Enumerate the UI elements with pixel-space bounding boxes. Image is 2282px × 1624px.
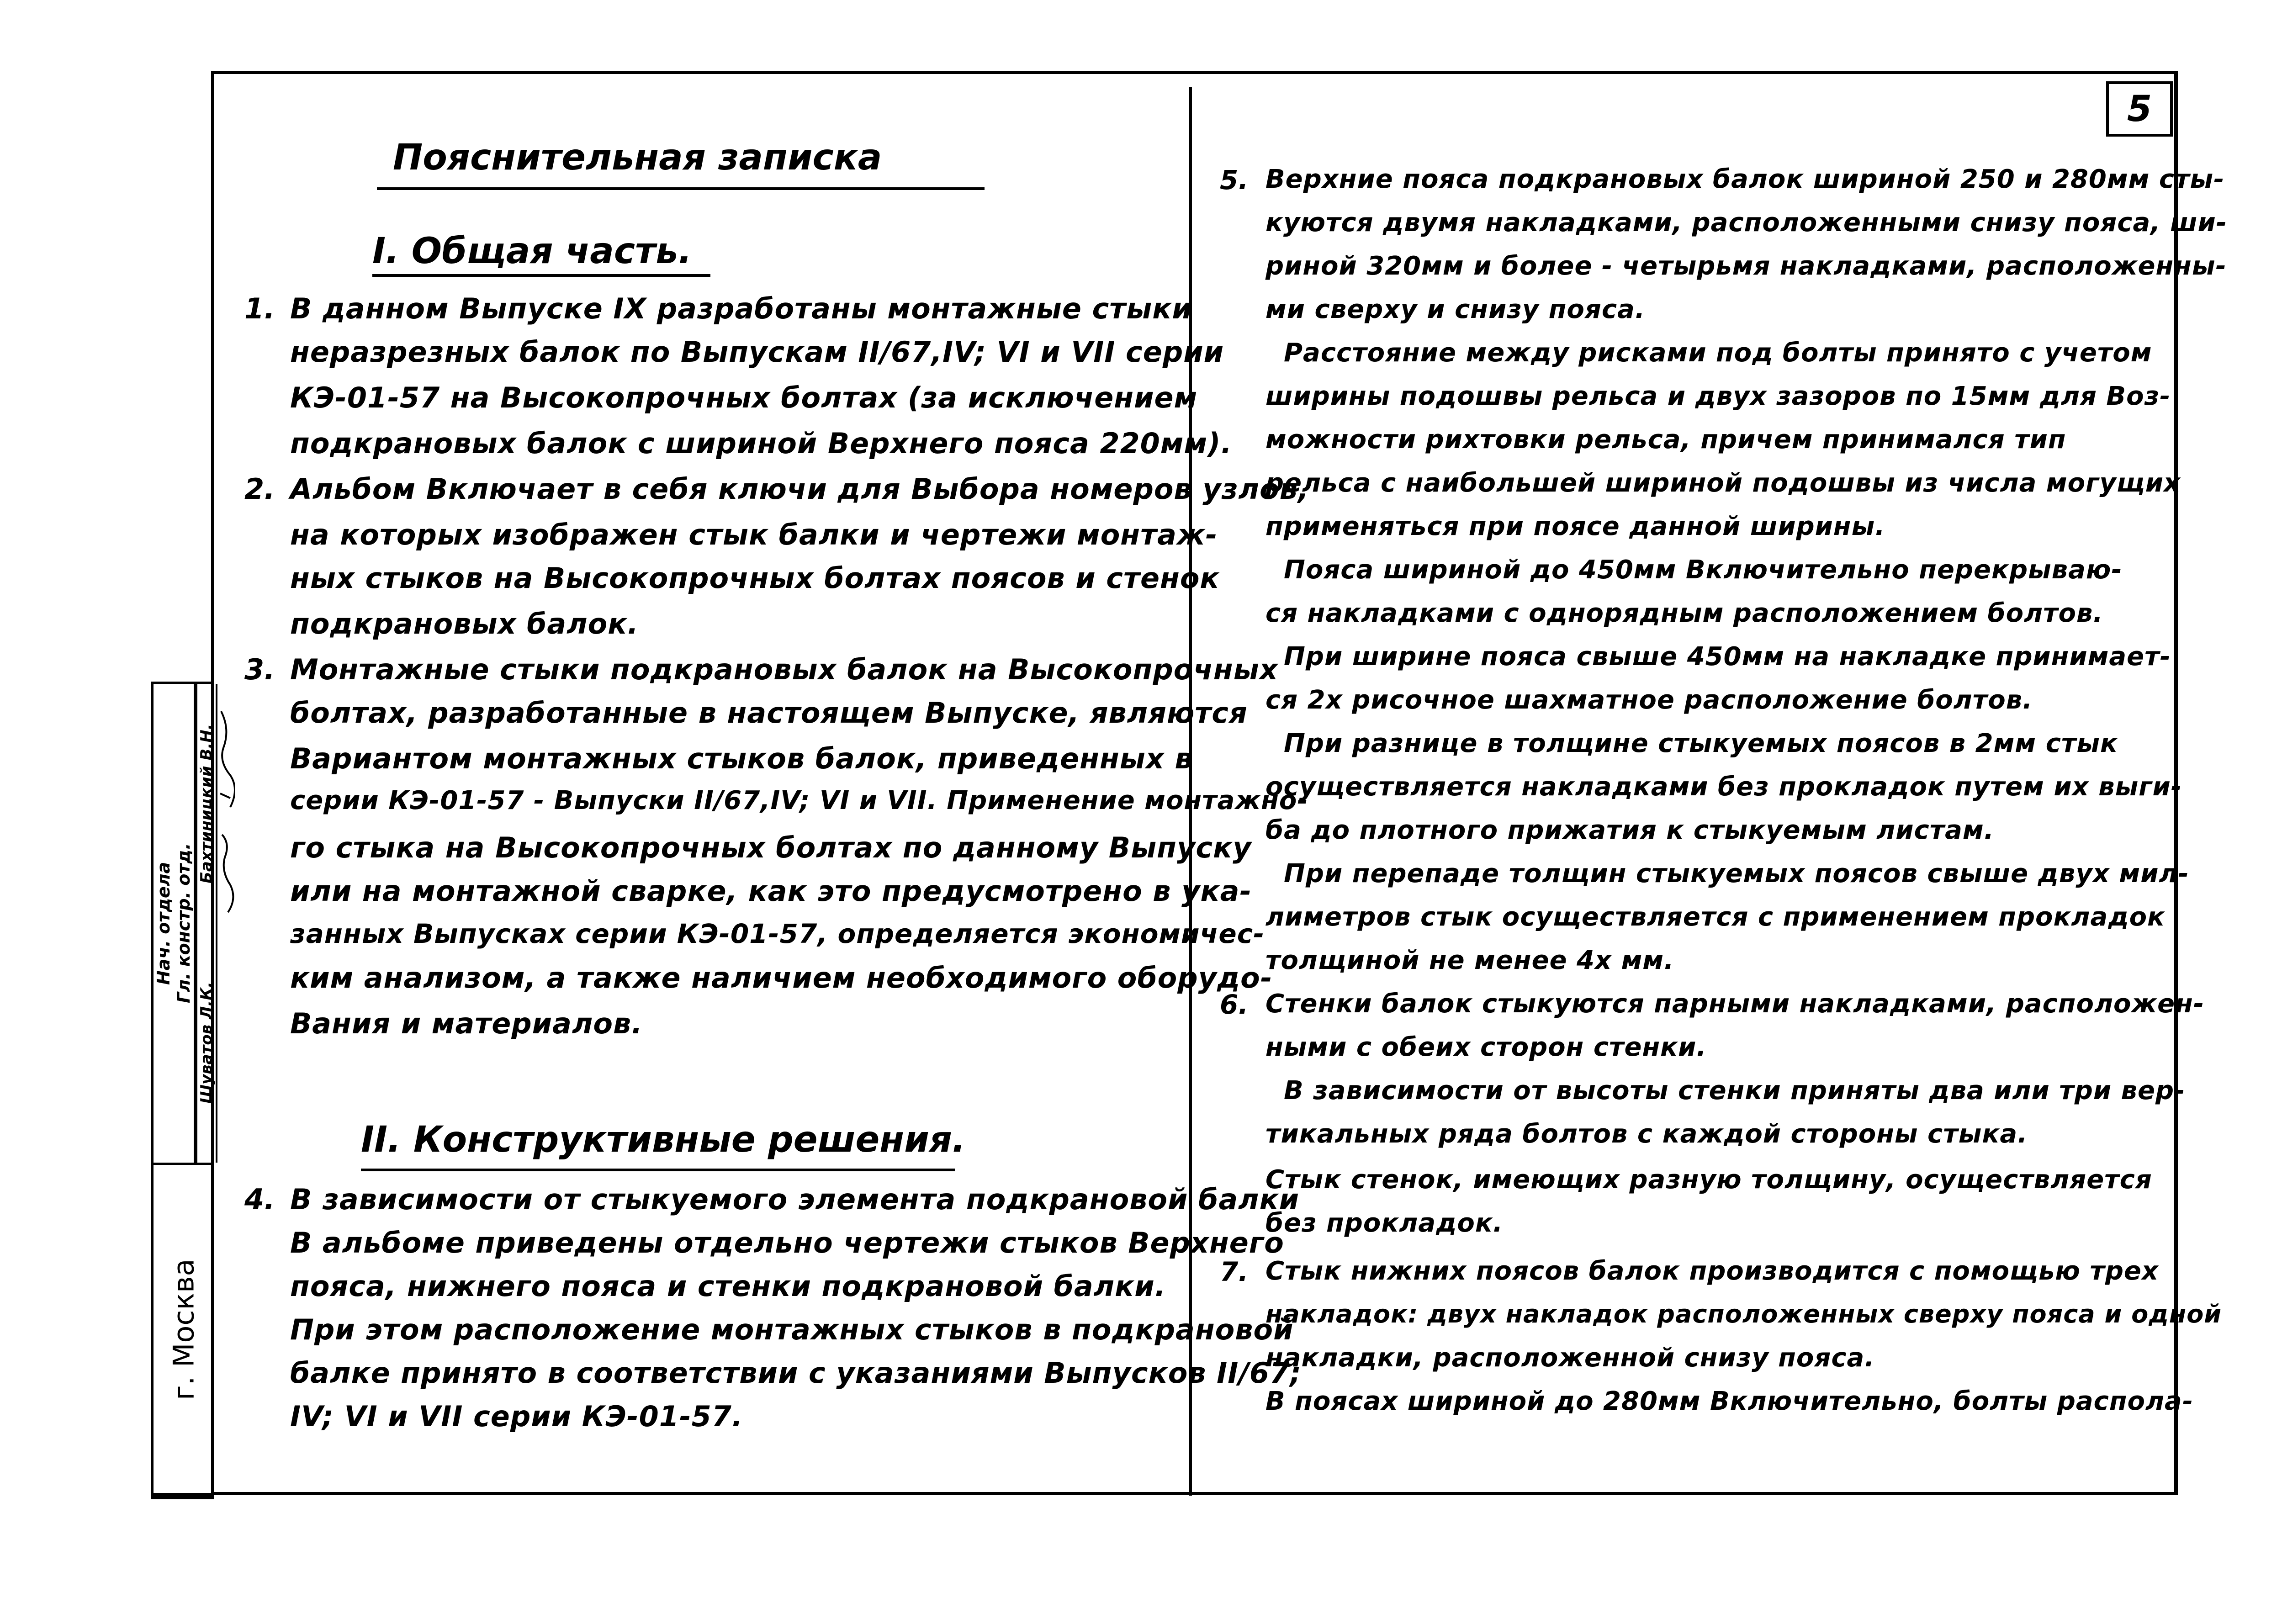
stamp-base-line	[151, 1493, 214, 1499]
section1-underline	[372, 274, 710, 277]
text-line: на которых изображен стык балки и чертежи монтаж-	[290, 518, 1218, 551]
text-line: неразрезных балок по Выпускам II/67,IV; VI и VII серии	[290, 335, 1224, 369]
text-line: болтах, разработанные в настоящем Выпуске, являются	[290, 696, 1248, 730]
text-line: Пояса шириной до 450мм Включительно перекрываю-	[1284, 555, 2123, 585]
stamp-table	[154, 684, 214, 1163]
text-line: ными с обеих сторон стенки.	[1265, 1032, 1707, 1062]
section1-heading: I. Общая часть.	[372, 231, 692, 272]
text-line: накладок: двух накладок расположенных сверху пояса и одной	[1265, 1300, 2222, 1328]
city-label: г. Москва	[167, 1259, 201, 1400]
text-line: Верхние пояса подкрановых балок шириной 250 и 280мм сты-	[1265, 164, 2225, 194]
signature-scribbles	[217, 684, 235, 1163]
page-title: Пояснительная записка	[393, 137, 882, 178]
text-line: занных Выпусках серии КЭ-01-57, определяется экономичес-	[290, 918, 1265, 949]
item-number: 6.	[1220, 989, 1249, 1020]
text-line: можности рихтовки рельса, причем принимался тип	[1265, 425, 2066, 455]
text-line: IV; VI и VII серии КЭ-01-57.	[290, 1400, 743, 1433]
item-number: 3.	[244, 653, 275, 686]
text-line: Стенки балок стыкуются парными накладками, расположен-	[1265, 989, 2205, 1019]
item-number: 7.	[1220, 1256, 1249, 1287]
text-line: серии КЭ-01-57 - Выпуски II/67,IV; VI и VII. Применение монтажно-	[290, 786, 1308, 815]
text-line: накладки, расположенной снизу пояса.	[1265, 1343, 1875, 1373]
text-line: лиметров стык осуществляется с применением прокладок	[1265, 902, 2166, 932]
text-line: толщиной не менее 4х мм.	[1265, 946, 1674, 975]
text-line: При ширине пояса свыше 450мм на накладке принимает-	[1284, 642, 2171, 672]
text-line: ми сверху и снизу пояса.	[1265, 295, 1646, 324]
text-line: Монтажные стыки подкрановых балок на Высокопрочных	[290, 653, 1278, 686]
section2-underline	[361, 1169, 955, 1171]
text-line: го стыка на Высокопрочных болтах по данному Выпуску	[290, 831, 1252, 864]
text-line: пояса, нижнего пояса и стенки подкрановой балки.	[290, 1270, 1166, 1303]
text-line: При этом расположение монтажных стыков в подкрановой	[290, 1313, 1294, 1346]
text-line: осуществляется накладками без прокладок путем их выги-	[1265, 772, 2182, 802]
text-line: ширины подошвы рельса и двух зазоров по 15мм для Воз-	[1265, 381, 2171, 411]
text-line: куются двумя накладками, расположенными снизу пояса, ши-	[1265, 208, 2228, 238]
stamp-role-1: Нач. отдела	[154, 862, 174, 985]
stamp-name-2: Шуватов Л.К.	[197, 982, 216, 1104]
text-line: без прокладок.	[1265, 1208, 1504, 1238]
text-line: Стык стенок, имеющих разную толщину, осуществляется	[1265, 1165, 2152, 1195]
text-line: подкрановых балок.	[290, 607, 639, 640]
item-number: 4.	[244, 1183, 275, 1216]
text-line: В альбоме приведены отдельно чертежи стыков Верхнего	[290, 1226, 1284, 1259]
stamp-signature-column	[196, 684, 216, 1163]
text-line: рельса с наибольшей шириной подошвы из числа могущих	[1265, 468, 2181, 498]
text-line: КЭ-01-57 на Высокопрочных болтах (за исключением	[290, 381, 1198, 414]
text-line: Расстояние между рисками под болты принято с учетом	[1284, 338, 2152, 368]
text-line: Вариантом монтажных стыков балок, приведенных в	[290, 742, 1193, 775]
text-line: В зависимости от стыкуемого элемента подкрановой балки	[290, 1183, 1300, 1216]
text-line: Вания и материалов.	[290, 1007, 643, 1040]
text-line: ных стыков на Высокопрочных болтах поясов и стенок	[290, 561, 1220, 595]
text-line: риной 320мм и более - четырьмя накладками, расположенны-	[1265, 251, 2227, 281]
stamp-role-2: Гл. констр. отд.	[174, 684, 196, 1163]
text-line: В поясах шириной до 280мм Включительно, болты распола-	[1265, 1386, 2194, 1416]
item-number: 2.	[244, 472, 275, 506]
item-number: 1.	[244, 292, 275, 325]
text-line: При разнице в толщине стыкуемых поясов в 2мм стык	[1284, 729, 2118, 758]
text-line: В зависимости от высоты стенки приняты два или три вер-	[1284, 1076, 2186, 1106]
text-line: В данном Выпуске IX разработаны монтажные стыки	[290, 292, 1192, 325]
text-line: ба до плотного прижатия к стыкуемым листам.	[1265, 815, 1995, 845]
stamp-divider	[154, 1163, 214, 1165]
text-line: тикальных ряда болтов с каждой стороны стыка.	[1265, 1119, 2028, 1149]
page-number: 5	[2106, 81, 2173, 137]
text-line: Стык нижних поясов балок производится с помощью трех	[1265, 1256, 2159, 1286]
text-line: ким анализом, а также наличием необходимого оборудо-	[290, 961, 1273, 995]
stamp-name-1: Бахтиницкий В.Н.	[197, 724, 216, 883]
text-line: Альбом Включает в себя ключи для Выбора номеров узлов,	[290, 472, 1309, 506]
text-line: балке принято в соответствии с указаниями Выпусков II/67;	[290, 1356, 1302, 1390]
text-line: подкрановых балок с шириной Верхнего пояса 220мм).	[290, 427, 1233, 460]
title-underline	[377, 187, 985, 190]
item-number: 5.	[1220, 164, 1249, 196]
text-line: ся 2х рисочное шахматное расположение болтов.	[1265, 685, 2033, 715]
signatures	[216, 684, 217, 1163]
text-line: При перепаде толщин стыкуемых поясов свыше двух мил-	[1284, 859, 2189, 889]
text-line: ся накладками с однорядным расположением болтов.	[1265, 598, 2103, 628]
text-line: или на монтажной сварке, как это предусмотрено в ука-	[290, 874, 1252, 908]
text-line: применяться при поясе данной ширины.	[1265, 512, 1885, 541]
section2-heading: II. Конструктивные решения.	[361, 1119, 966, 1160]
